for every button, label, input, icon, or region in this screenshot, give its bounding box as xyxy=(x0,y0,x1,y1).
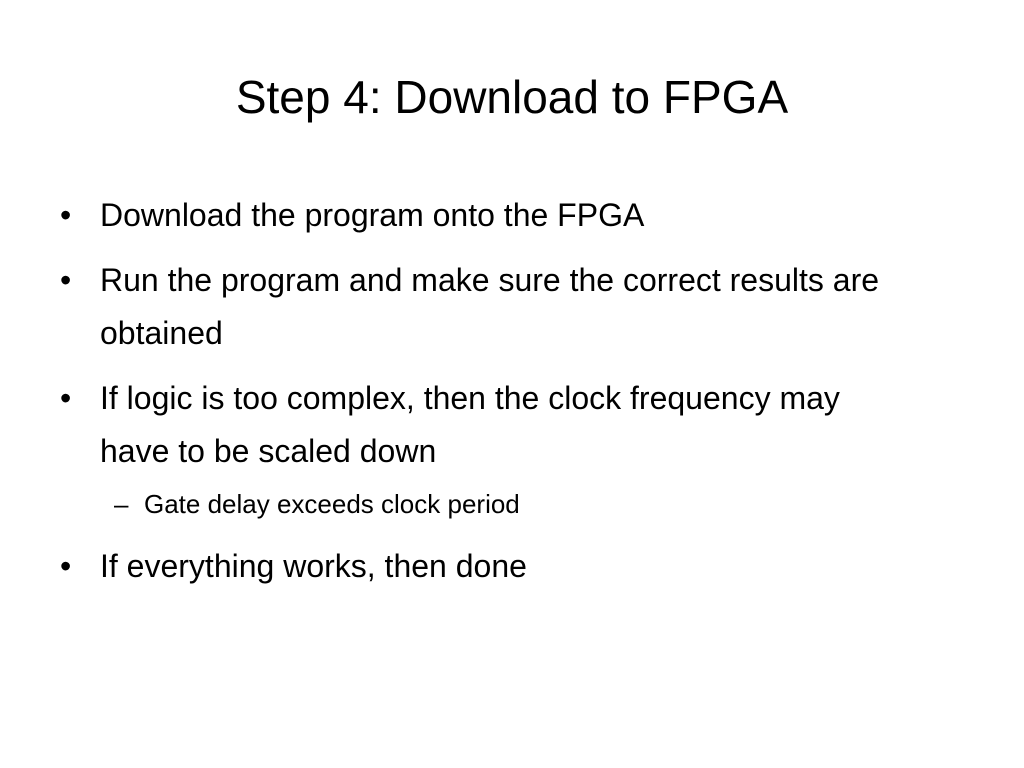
sub-bullet-text: Gate delay exceeds clock period xyxy=(144,489,520,519)
bullet-text: Run the program and make sure the correct results are obtained xyxy=(100,262,880,351)
bullet-item xyxy=(56,254,970,360)
slide-content xyxy=(56,189,956,605)
bullet-marker: • xyxy=(60,262,72,298)
slide-title: Step 4: Download to FPGA xyxy=(235,71,789,123)
sub-bullet-marker: – xyxy=(114,489,129,519)
bullet-marker: • xyxy=(60,548,72,584)
bullet-text: If logic is too complex, then the clock frequency may have to be scaled down xyxy=(100,380,840,469)
sub-bullet-item xyxy=(56,484,956,524)
bullet-text: Download the program onto the FPGA xyxy=(100,197,645,233)
bullet-item xyxy=(56,372,900,478)
bullet-item xyxy=(56,540,920,593)
bullet-text: If everything works, then done xyxy=(100,548,527,584)
bullet-marker: • xyxy=(60,380,72,416)
bullet-item xyxy=(56,189,920,242)
bullet-marker: • xyxy=(60,197,72,233)
